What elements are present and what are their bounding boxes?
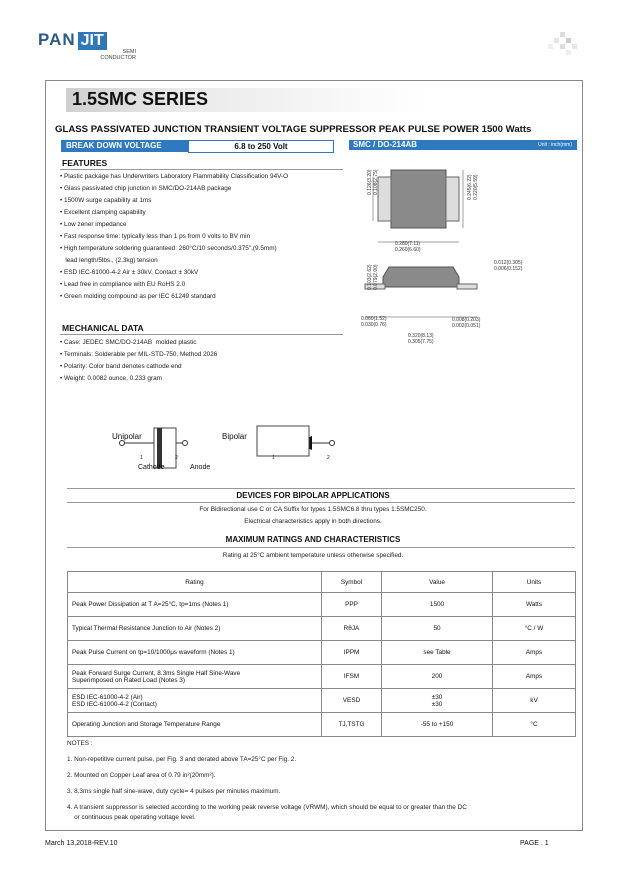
ratings-divider bbox=[67, 547, 575, 548]
dim-d8: 0.006(0.152) bbox=[494, 266, 523, 272]
note-4-cont: or continuous peak operating voltage level. bbox=[67, 814, 196, 821]
dim-d11: 0.060(1.52) bbox=[361, 316, 387, 322]
notes-heading: NOTES : bbox=[67, 740, 93, 747]
features-list bbox=[60, 171, 288, 303]
symbol-cell: IFSM bbox=[322, 665, 382, 689]
package-side-view bbox=[383, 267, 459, 287]
feature-item: • ESD IEC-61000-4-2 Air ± 30kV, Contact ± 30kV bbox=[60, 269, 199, 276]
units-cell: Watts bbox=[493, 593, 576, 617]
breakdown-voltage-value: 6.8 to 250 Volt bbox=[188, 140, 334, 153]
feature-item: • Green molding compound as per IEC 61249 standard bbox=[60, 293, 216, 300]
dim-d10: 0.079(2.00) bbox=[373, 264, 379, 290]
feature-item: • High temperature soldering guaranteed: 260°C/10 seconds/0.375",(9.5mm) bbox=[60, 245, 277, 252]
table-row bbox=[68, 617, 576, 641]
mechanical-item: • Terminals: Solderable per MIL-STD-750, Method 2026 bbox=[60, 351, 218, 358]
value-cell: 50 bbox=[382, 617, 493, 641]
value-cell: ±30 ±30 bbox=[382, 689, 493, 713]
symbol-cell: TJ,TSTG bbox=[322, 713, 382, 737]
mechanical-divider bbox=[60, 334, 343, 335]
ratings-subheading: Rating at 25°C ambient temperature unless otherwise specified. bbox=[222, 552, 404, 559]
symbol-cell: RθJA bbox=[322, 617, 382, 641]
dim-d5: 0.126(3.20) bbox=[367, 169, 373, 195]
table-row bbox=[68, 641, 576, 665]
col-header-units: Units bbox=[493, 572, 576, 593]
bipolar-divider-2 bbox=[67, 502, 575, 503]
feature-item: • Low zener impedance bbox=[60, 221, 127, 228]
package-lead-left bbox=[378, 177, 391, 221]
feature-item: lead length/5lbs., (2.3kg) tension bbox=[60, 257, 158, 264]
logo-semiconductor: SEMI CONDUCTOR bbox=[100, 49, 136, 61]
value-cell: 1500 bbox=[382, 593, 493, 617]
cathode-label: Cathode bbox=[138, 464, 165, 471]
logo-jit: JIT bbox=[78, 32, 107, 50]
mechanical-item: • Case: JEDEC SMC/DO-214AB molded plastic bbox=[60, 339, 197, 346]
mechanical-heading: MECHANICAL DATA bbox=[62, 323, 144, 333]
dim-d16: 0.305(7.75) bbox=[408, 339, 434, 345]
dim-d15: 0.320(8.13) bbox=[408, 333, 434, 339]
mechanical-item: • Polarity: Color band denotes cathode end bbox=[60, 363, 182, 370]
breakdown-voltage-label: BREAK DOWN VOLTAGE bbox=[61, 140, 189, 152]
bipolar-label: Bipolar bbox=[222, 432, 247, 441]
decorative-dots-icon bbox=[548, 32, 578, 56]
dim-d7: 0.012(0.305) bbox=[494, 260, 523, 266]
pin-1-bipolar: 1 bbox=[272, 455, 275, 461]
title-bar bbox=[66, 88, 576, 112]
pin-2-unipolar: 2 bbox=[175, 455, 178, 461]
rating-cell: Peak Forward Surge Current, 8.3ms Single Half Sine-Wave Superimposed on Rated Load (Notes 3) bbox=[68, 665, 322, 689]
bipolar-line-2: Electrical characteristics apply in both directions. bbox=[244, 518, 382, 525]
note-1: 1. Non-repetitive current pulse, per Fig. 3 and derated above TA=25°C per Fig. 2. bbox=[67, 756, 297, 763]
units-cell: kV bbox=[493, 689, 576, 713]
dim-d2: 0.260(6.60) bbox=[395, 247, 421, 253]
dim-d13: 0.008(0.203) bbox=[452, 317, 481, 323]
package-unit: Unit : inch(mm) bbox=[538, 142, 572, 148]
dim-d12: 0.030(0.76) bbox=[361, 322, 387, 328]
rating-cell: ESD IEC-61000-4-2 (Air) ESD IEC-61000-4-2 (Contact) bbox=[68, 689, 322, 713]
package-lead-right bbox=[446, 177, 459, 221]
dim-d14: 0.002(0.051) bbox=[452, 323, 481, 329]
table-header-row bbox=[68, 572, 576, 593]
feature-item: • Glass passivated chip junction in SMC/DO-214AB package bbox=[60, 185, 232, 192]
features-heading: FEATURES bbox=[62, 158, 108, 168]
footer-date: March 13,2018-REV.10 bbox=[45, 840, 118, 847]
dim-d3: 0.245(6.22) bbox=[467, 174, 473, 200]
note-4: 4. A transient suppressor is selected according to the working peak reverse voltage (VRWM), which should be equal to or greater than the DC bbox=[67, 804, 467, 811]
note-3: 3. 8.3ms single half sine-wave, duty cycle= 4 pulses per minutes maximum. bbox=[67, 788, 281, 795]
feature-item: • Excellent clamping capability bbox=[60, 209, 146, 216]
ratings-table bbox=[67, 571, 576, 737]
col-header-rating: Rating bbox=[68, 572, 322, 593]
dim-d1: 0.280(7.11) bbox=[395, 241, 421, 247]
table-row bbox=[68, 713, 576, 737]
feature-item: • Lead free in compliance with EU RoHS 2.0 bbox=[60, 281, 186, 288]
feature-item: • Plastic package has Underwriters Laboratory Flammability Classification 94V-O bbox=[60, 173, 289, 180]
pin-1-unipolar: 1 bbox=[140, 455, 143, 461]
logo-pan: PAN bbox=[38, 30, 76, 49]
bipolar-heading: DEVICES FOR BIPOLAR APPLICATIONS bbox=[236, 491, 390, 500]
rating-cell: Peak Power Dissipation at T A=25°C, tp=1ms (Notes 1) bbox=[68, 593, 322, 617]
unipolar-label: Unipolar bbox=[112, 432, 142, 441]
anode-label: Anode bbox=[190, 464, 211, 471]
dim-d9: 0.103(2.62) bbox=[367, 264, 373, 290]
page-title: 1.5SMC SERIES bbox=[72, 89, 209, 109]
value-cell: 200 bbox=[382, 665, 493, 689]
bipolar-line-1: For Bidirectional use C or CA Suffix for types 1.5SMC6.8 thru types 1.5SMC250. bbox=[199, 506, 427, 513]
package-top-view bbox=[391, 170, 446, 228]
mechanical-item: • Weight: 0.0082 ounce, 0.233 gram bbox=[60, 375, 162, 382]
pin-2-bipolar: 2 bbox=[327, 455, 330, 461]
table-row bbox=[68, 593, 576, 617]
value-cell: see Table bbox=[382, 641, 493, 665]
value-cell: -55 to +150 bbox=[382, 713, 493, 737]
ratings-heading: MAXIMUM RATINGS AND CHARACTERISTICS bbox=[225, 535, 401, 544]
footer-page: PAGE . 1 bbox=[520, 840, 549, 847]
bipolar-divider bbox=[67, 488, 575, 489]
table-row bbox=[68, 665, 576, 689]
panjit-logo bbox=[38, 30, 136, 61]
features-divider bbox=[60, 169, 343, 170]
symbol-cell: VESD bbox=[322, 689, 382, 713]
package-label: SMC / DO-214AB Unit : inch(mm) bbox=[349, 140, 577, 150]
bipolar-package-icon bbox=[253, 424, 313, 460]
mechanical-list bbox=[60, 337, 217, 385]
rating-cell: Peak Pulse Current on tp=10/1000μs waveform (Notes 1) bbox=[68, 641, 322, 665]
feature-item: • Fast response time: typically less than 1 ps from 0 volts to BV min bbox=[60, 233, 251, 240]
col-header-value: Value bbox=[382, 572, 493, 593]
table-row bbox=[68, 689, 576, 713]
subtitle: GLASS PASSIVATED JUNCTION TRANSIENT VOLTAGE SUPPRESSOR PEAK PULSE POWER 1500 Watts bbox=[55, 124, 532, 135]
units-cell: °C / W bbox=[493, 617, 576, 641]
symbol-cell: IPPM bbox=[322, 641, 382, 665]
units-cell: Amps bbox=[493, 641, 576, 665]
symbol-cell: PPP bbox=[322, 593, 382, 617]
dim-d6: 0.108(2.75) bbox=[373, 169, 379, 195]
dim-d4: 0.220(5.59) bbox=[473, 174, 479, 200]
units-cell: Amps bbox=[493, 665, 576, 689]
note-2: 2. Mounted on Copper Leaf area of 0.79 in²(20mm²). bbox=[67, 772, 216, 779]
rating-cell: Operating Junction and Storage Temperature Range bbox=[68, 713, 322, 737]
rating-cell: Typical Thermal Resistance Junction to Air (Notes 2) bbox=[68, 617, 322, 641]
col-header-symbol: Symbol bbox=[322, 572, 382, 593]
feature-item: • 1500W surge capability at 1ms bbox=[60, 197, 152, 204]
units-cell: °C bbox=[493, 713, 576, 737]
